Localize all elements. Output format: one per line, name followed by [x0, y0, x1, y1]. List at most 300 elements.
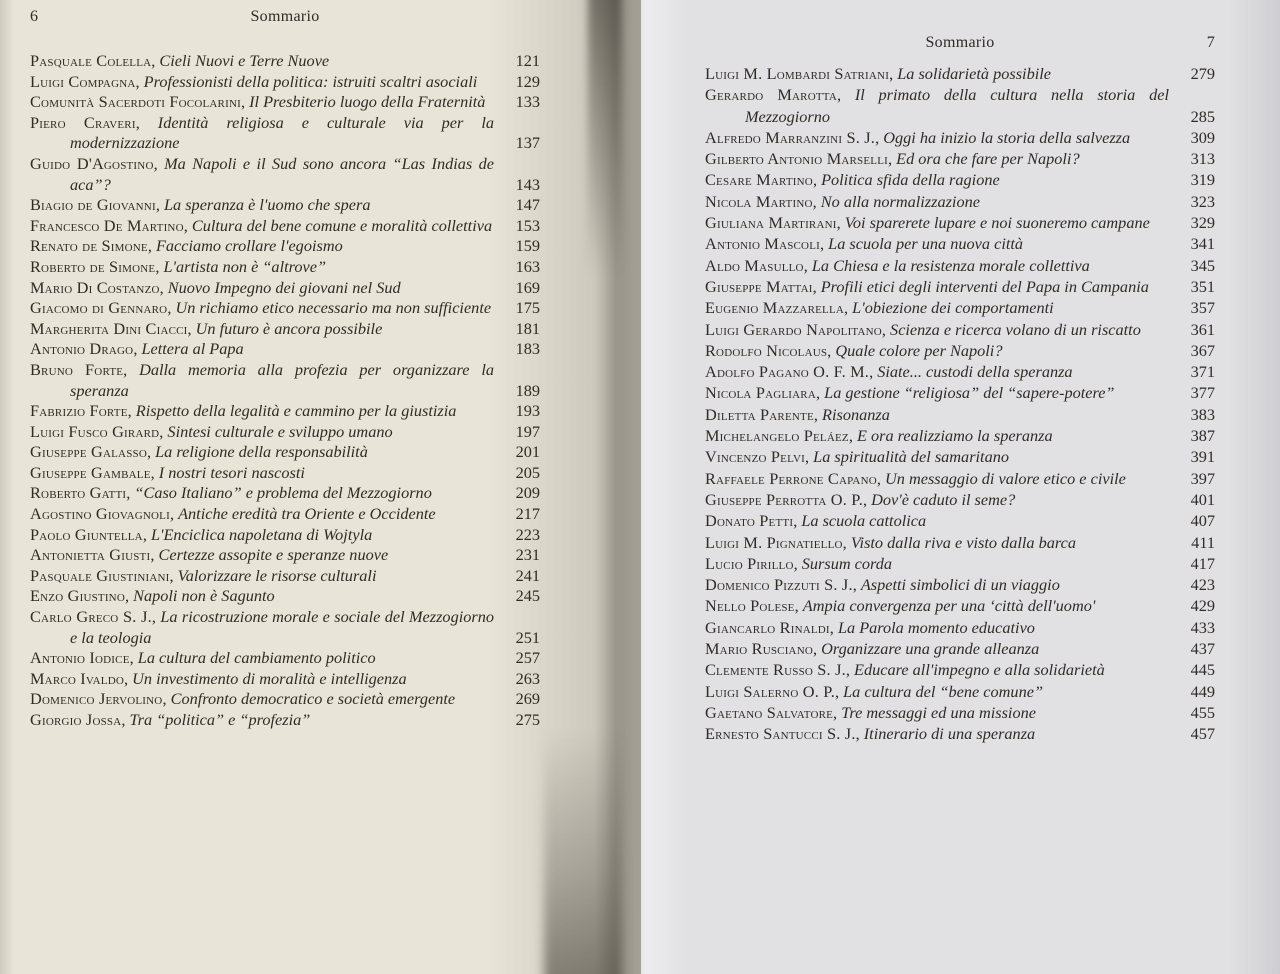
entry-separator: ,	[155, 256, 164, 276]
entry-separator: ,	[121, 710, 130, 729]
entry-author: Nello Polese	[705, 596, 795, 616]
entry-author: Raffaele Perrone Capano	[705, 468, 877, 488]
entry-title: Dov'è caduto il seme?	[871, 489, 1016, 509]
entry-separator: ,	[834, 681, 844, 701]
entry-title: Il primato della cultura nella storia del Mezzogiorno	[745, 85, 1169, 126]
entry-separator: ,	[844, 298, 853, 318]
entry-page-number: 169	[515, 277, 540, 297]
entry-author: Paolo Giuntella	[30, 524, 143, 544]
entry-page-number: 391	[1190, 447, 1215, 467]
entry-author: Luigi Gerardo Napolitano	[705, 319, 882, 339]
toc-entry	[30, 401, 540, 422]
entry-page-number: 279	[1190, 64, 1215, 83]
entry-title: La cultura del cambiamento politico	[137, 648, 376, 668]
entry-author: Giuseppe Galasso	[30, 442, 147, 462]
entry-title: L'artista non è “altrove”	[163, 256, 326, 276]
entry-page-number: 387	[1190, 426, 1215, 446]
entry-author: Gerardo Marotta	[705, 85, 837, 105]
entry-title: L'obiezione dei comportamenti	[852, 298, 1054, 318]
entry-page-number: 241	[515, 565, 540, 585]
toc-entry	[705, 127, 1215, 148]
toc-entry	[705, 638, 1215, 659]
toc-entry	[30, 360, 540, 401]
entry-author: Vincenzo Pelvi	[705, 447, 805, 467]
entry-separator: ,	[829, 617, 838, 637]
entry-title: La cultura del “bene comune”	[843, 681, 1043, 701]
entry-page-number: 201	[515, 442, 540, 462]
left-page-header	[30, 8, 540, 26]
entry-author: Nicola Martino	[705, 191, 813, 211]
entry-page-number: 341	[1190, 234, 1215, 254]
entry-author: Pasquale Giustiniani	[30, 565, 170, 585]
entry-page-number: 319	[1190, 170, 1215, 190]
entry-author: Aldo Masullo	[705, 255, 804, 275]
entry-title: La scuola cattolica	[801, 511, 927, 531]
entry-separator: ,	[793, 553, 802, 573]
entry-separator: ,	[159, 277, 168, 297]
entry-title: Ma Napoli e il Sud sono ancora “Las Indias de aca”?	[70, 153, 495, 194]
entry-page-number: 257	[515, 648, 540, 668]
toc-entry	[705, 84, 1215, 127]
toc-entry	[705, 212, 1215, 233]
entry-title: Un richiamo etico necessario ma non sufficiente	[175, 298, 492, 318]
entry-author: Piero Craveri	[30, 112, 136, 132]
toc-entry	[30, 422, 540, 443]
entry-separator: ,	[812, 170, 822, 190]
entry-title: Antiche eredità tra Oriente e Occidente	[178, 504, 436, 524]
entry-page-number: 371	[1190, 362, 1215, 382]
entry-title: Il Presbiterio luogo della Fraternità	[249, 92, 486, 112]
entry-author: Gaetano Salvatore	[705, 702, 834, 722]
toc-entry	[30, 339, 540, 360]
right-page-header	[705, 34, 1215, 52]
entry-author: Giuseppe Mattai	[705, 276, 813, 296]
entry-page-number: 159	[515, 236, 540, 256]
entry-separator: ,	[135, 112, 158, 132]
entry-page-number: 309	[1190, 127, 1215, 147]
entry-author: Giuliana Martirani	[705, 213, 837, 233]
toc-entry	[30, 669, 540, 690]
entry-page-number: 455	[1190, 702, 1215, 722]
entry-separator: ,	[888, 149, 897, 169]
entry-title: Visto dalla riva e visto dalla barca	[850, 532, 1077, 552]
entry-page-number: 417	[1190, 553, 1215, 573]
entry-page-number: 193	[515, 401, 540, 421]
entry-separator: ,	[124, 668, 133, 688]
toc-entry	[30, 236, 540, 257]
entry-author: Luigi Compagna	[30, 71, 136, 91]
entry-author: Giorgio Jossa	[30, 710, 122, 729]
toc-entry	[30, 298, 540, 319]
entry-page-number: 209	[515, 483, 540, 503]
entry-page-number: 449	[1190, 681, 1215, 701]
entry-author: Luigi M. Pignatiello	[705, 532, 843, 552]
entry-page-number: 285	[1190, 106, 1215, 126]
entry-title: La Chiesa e la resistenza morale collettiva	[811, 255, 1090, 275]
entry-separator: ,	[836, 85, 855, 105]
entry-separator: ,	[845, 660, 855, 680]
toc-entry	[30, 525, 540, 546]
left-running-title: Sommario	[250, 8, 320, 25]
toc-entry	[705, 255, 1215, 276]
toc-entry	[30, 113, 540, 154]
entry-title: Un messaggio di valore etico e civile	[885, 468, 1126, 488]
entry-separator: ,	[794, 596, 803, 616]
right-toc-list	[705, 63, 1215, 745]
entry-page-number: 153	[515, 215, 540, 235]
toc-entry	[705, 510, 1215, 531]
entry-page-number: 377	[1190, 383, 1215, 403]
toc-entry	[705, 404, 1215, 425]
entry-separator: ,	[135, 71, 144, 91]
toc-entry	[30, 648, 540, 669]
entry-page-number: 397	[1190, 468, 1215, 488]
entry-author: Nicola Pagliara	[705, 383, 816, 403]
entry-page-number: 361	[1190, 319, 1215, 339]
entry-author: Roberto de Simone	[30, 256, 156, 276]
toc-entry	[705, 148, 1215, 169]
entry-author: Mario Rusciano	[705, 639, 813, 659]
entry-title: Voi sparerete lupare e noi suoneremo campane	[844, 213, 1150, 233]
entry-separator: ,	[820, 234, 829, 254]
entry-page-number: 121	[515, 51, 540, 70]
entry-page-number: 445	[1190, 660, 1215, 680]
right-page-number: 7	[1206, 34, 1215, 51]
entry-separator: ,	[836, 213, 845, 233]
left-toc-list	[30, 51, 540, 731]
entry-separator: ,	[167, 298, 176, 318]
entry-title: Scienza e ricerca volano di un riscatto	[890, 319, 1141, 339]
entry-page-number: 429	[1190, 596, 1215, 616]
entry-separator: ,	[147, 236, 156, 256]
toc-entry	[30, 278, 540, 299]
toc-entry	[705, 297, 1215, 318]
right-page-content	[705, 34, 1215, 745]
toc-entry	[705, 233, 1215, 254]
entry-separator: ,	[146, 442, 156, 462]
toc-entry	[705, 553, 1215, 574]
entry-separator: ,	[876, 468, 886, 488]
entry-author: Antonio Iodice	[30, 648, 130, 668]
entry-separator: ,	[813, 404, 823, 424]
entry-title: Professionisti della politica: istruiti scaltri asociali	[143, 71, 478, 91]
entry-title: I nostri tesori nascosti	[158, 462, 305, 482]
entry-page-number: 223	[515, 524, 540, 544]
entry-separator: ,	[240, 92, 250, 112]
entry-title: Valorizzare le risorse culturali	[177, 565, 377, 585]
entry-separator: ,	[123, 359, 140, 379]
entry-page-number: 143	[515, 174, 540, 194]
entry-separator: ,	[812, 191, 821, 211]
toc-entry	[705, 595, 1215, 616]
toc-entry	[705, 63, 1215, 84]
entry-page-number: 181	[515, 318, 540, 338]
entry-separator: ,	[150, 462, 159, 482]
entry-page-number: 175	[515, 298, 540, 318]
entry-author: Enzo Giustino	[30, 586, 125, 606]
toc-entry	[30, 154, 540, 195]
entry-author: Fabrizio Forte	[30, 401, 128, 421]
toc-entry	[30, 586, 540, 607]
toc-entry	[705, 425, 1215, 446]
entry-separator: ,	[875, 127, 884, 147]
entry-page-number: 407	[1190, 511, 1215, 531]
entry-page-number: 189	[515, 380, 540, 400]
toc-entry	[30, 689, 540, 710]
entry-separator: ,	[833, 702, 842, 722]
entry-separator: ,	[816, 383, 825, 403]
entry-separator: ,	[827, 340, 836, 360]
entry-author: Clemente Russo S. J.	[705, 660, 846, 680]
entry-page-number: 357	[1190, 298, 1215, 318]
entry-author: Agostino Giovagnoli	[30, 504, 170, 524]
entry-title: Aspetti simbolici di un viaggio	[860, 575, 1060, 595]
toc-entry	[705, 446, 1215, 467]
toc-entry	[705, 681, 1215, 702]
entry-title: Siate... custodi della speranza	[877, 362, 1073, 382]
entry-separator: ,	[803, 255, 812, 275]
entry-separator: ,	[855, 724, 864, 744]
entry-page-number: 411	[1191, 532, 1215, 552]
entry-title: Ampia convergenza per una ‘città dell'uomo'	[802, 596, 1096, 616]
toc-entry	[30, 442, 540, 463]
toc-entry	[705, 340, 1215, 361]
entry-title: E ora realizziamo la speranza	[856, 426, 1053, 446]
entry-author: Luigi Salerno O. P.	[705, 681, 835, 701]
entry-separator: ,	[813, 639, 822, 659]
left-page-number: 6	[30, 8, 39, 25]
entry-title: Educare all'impegno e alla solidarietà	[854, 660, 1105, 680]
entry-separator: ,	[187, 318, 196, 338]
entry-page-number: 313	[1190, 149, 1215, 169]
entry-separator: ,	[124, 586, 134, 606]
entry-title: Oggi ha inizio la storia della salvezza	[883, 127, 1131, 147]
entry-author: Luigi M. Lombardi Satriani	[705, 64, 890, 83]
entry-title: Profili etici degli interventi del Papa in Campania	[820, 276, 1149, 296]
entry-separator: ,	[869, 362, 878, 382]
entry-separator: ,	[133, 339, 142, 359]
entry-title: Rispetto della legalità e cammino per la giustizia	[135, 401, 457, 421]
entry-author: Biagio de Giovanni	[30, 195, 156, 215]
entry-page-number: 383	[1190, 404, 1215, 424]
entry-author: Antonio Drago	[30, 339, 134, 359]
toc-entry	[30, 607, 540, 648]
entry-title: Organizzare una grande alleanza	[821, 639, 1040, 659]
entry-title: Dalla memoria alla profezia per organizzare la speranza	[70, 359, 494, 400]
entry-title: Politica sfida della ragione	[821, 170, 1000, 190]
toc-entry	[30, 463, 540, 484]
entry-page-number: 163	[515, 256, 540, 276]
entry-separator: ,	[151, 51, 160, 70]
entry-page-number: 147	[515, 195, 540, 215]
entry-author: Bruno Forte	[30, 359, 124, 379]
toc-entry	[30, 257, 540, 278]
entry-author: Lucio Pirillo	[705, 553, 794, 573]
entry-separator: ,	[159, 421, 168, 441]
toc-entry	[30, 51, 540, 72]
entry-author: Margherita Dini Ciacci	[30, 318, 188, 338]
entry-author: Renato de Simone	[30, 236, 148, 256]
toc-entry	[705, 468, 1215, 489]
entry-page-number: 351	[1190, 276, 1215, 296]
entry-author: Ernesto Santucci S. J.	[705, 724, 856, 744]
toc-entry	[30, 710, 540, 731]
entry-author: Pasquale Colella	[30, 51, 152, 70]
entry-title: La speranza è l'uomo che spera	[163, 195, 371, 215]
entry-author: Domenico Jervolino	[30, 689, 163, 709]
entry-page-number: 133	[515, 92, 540, 112]
entry-page-number: 205	[515, 462, 540, 482]
toc-entry	[705, 723, 1215, 744]
entry-title: La gestione “religiosa” del “sapere-potere”	[824, 383, 1115, 403]
entry-title: Lettera al Papa	[141, 339, 244, 359]
entry-title: La solidarietà possibile	[897, 64, 1051, 83]
entry-author: Roberto Gatti	[30, 483, 127, 503]
entry-page-number: 245	[515, 586, 540, 606]
entry-title: Un futuro è ancora possibile	[195, 318, 383, 338]
toc-entry	[705, 659, 1215, 680]
entry-page-number: 251	[515, 627, 540, 647]
entry-author: Eugenio Mazzarella	[705, 298, 845, 318]
toc-entry	[705, 191, 1215, 212]
entry-author: Guido D'Agostino	[30, 153, 154, 173]
toc-entry	[705, 617, 1215, 638]
entry-separator: ,	[169, 565, 178, 585]
entry-separator: ,	[863, 489, 872, 509]
entry-page-number: 433	[1190, 617, 1215, 637]
entry-separator: ,	[162, 689, 171, 709]
entry-title: Facciamo crollare l'egoismo	[155, 236, 343, 256]
entry-title: La spiritualità del samaritano	[813, 447, 1009, 467]
toc-entry	[30, 319, 540, 340]
toc-entry	[705, 361, 1215, 382]
toc-entry	[30, 92, 540, 113]
toc-entry	[30, 545, 540, 566]
entry-separator: ,	[881, 319, 891, 339]
entry-author: Gilberto Antonio Marselli	[705, 149, 888, 169]
entry-separator: ,	[793, 511, 802, 531]
entry-title: Cieli Nuovi e Terre Nuove	[159, 51, 330, 70]
entry-separator: ,	[852, 575, 861, 595]
toc-entry	[30, 504, 540, 525]
entry-title: L'Enciclica napoletana di Wojtyla	[150, 524, 373, 544]
entry-page-number: 217	[515, 504, 540, 524]
entry-separator: ,	[183, 215, 192, 235]
entry-author: Domenico Pizzuti S. J.	[705, 575, 853, 595]
entry-title: Identità religiosa e culturale via per la modernizzazione	[70, 112, 495, 153]
entry-page-number: 275	[515, 710, 540, 729]
entry-author: Marco Ivaldo	[30, 668, 125, 688]
entry-title: Tra “politica” e “profezia”	[129, 710, 311, 729]
entry-page-number: 129	[515, 71, 540, 91]
toc-entry	[705, 276, 1215, 297]
left-page-content	[30, 8, 540, 731]
entry-separator: ,	[805, 447, 814, 467]
toc-entry	[30, 566, 540, 587]
toc-entry	[705, 702, 1215, 723]
toc-entry	[705, 489, 1215, 510]
entry-page-number: 231	[515, 545, 540, 565]
entry-page-number: 329	[1190, 213, 1215, 233]
entry-title: Un investimento di moralità e intelligenza	[132, 668, 407, 688]
entry-author: Giuseppe Perrotta O. P.	[705, 489, 864, 509]
right-running-title: Sommario	[925, 34, 995, 51]
entry-separator: ,	[153, 153, 165, 173]
entry-title: Confronto democratico e società emergente	[170, 689, 456, 709]
entry-author: Donato Petti	[705, 511, 794, 531]
entry-author: Antonio Mascoli	[705, 234, 820, 254]
entry-separator: ,	[129, 648, 138, 668]
entry-title: No alla normalizzazione	[820, 191, 980, 211]
entry-author: Adolfo Pagano O. F. M.	[705, 362, 870, 382]
entry-title: Sursum corda	[801, 553, 893, 573]
entry-author: Rodolfo Nicolaus	[705, 340, 828, 360]
entry-page-number: 197	[515, 421, 540, 441]
entry-author: Cesare Martino	[705, 170, 813, 190]
entry-author: Comunità Sacerdoti Focolarini	[30, 92, 241, 112]
entry-title: Tre messaggi ed una missione	[841, 702, 1036, 722]
toc-entry	[705, 382, 1215, 403]
entry-author: Mario Di Costanzo	[30, 277, 160, 297]
entry-page-number: 183	[515, 339, 540, 359]
toc-entry	[705, 574, 1215, 595]
entry-separator: ,	[812, 276, 821, 296]
entry-author: Carlo Greco S. J.	[30, 607, 152, 627]
toc-entry	[30, 72, 540, 93]
entry-title: “Caso Italiano” e problema del Mezzogiorno	[134, 483, 432, 503]
entry-title: Certezze assopite e speranze nuove	[158, 545, 389, 565]
toc-entry	[705, 319, 1215, 340]
entry-page-number: 345	[1190, 255, 1215, 275]
entry-separator: ,	[126, 483, 135, 503]
entry-separator: ,	[150, 545, 159, 565]
entry-title: Sintesi culturale e sviluppo umano	[167, 421, 393, 441]
entry-title: Nuovo Impegno dei giovani nel Sud	[167, 277, 401, 297]
entry-author: Giuseppe Gambale	[30, 462, 151, 482]
entry-page-number: 423	[1190, 575, 1215, 595]
entry-separator: ,	[169, 504, 179, 524]
entry-author: Francesco De Martino	[30, 215, 184, 235]
entry-separator: ,	[151, 607, 161, 627]
entry-page-number: 457	[1190, 724, 1215, 744]
entry-title: Itinerario di una speranza	[863, 724, 1036, 744]
toc-entry	[705, 169, 1215, 190]
entry-page-number: 401	[1190, 489, 1215, 509]
entry-page-number: 437	[1190, 639, 1215, 659]
entry-page-number: 323	[1190, 191, 1215, 211]
toc-entry	[30, 195, 540, 216]
entry-page-number: 367	[1190, 340, 1215, 360]
entry-author: Diletta Parente	[705, 404, 814, 424]
entry-author: Antonietta Giusti	[30, 545, 151, 565]
entry-page-number: 263	[515, 668, 540, 688]
entry-separator: ,	[889, 64, 898, 83]
entry-author: Giancarlo Rinaldi	[705, 617, 830, 637]
toc-entry	[705, 532, 1215, 553]
entry-title: Cultura del bene comune e moralità collettiva	[191, 215, 493, 235]
entry-author: Michelangelo Peláez	[705, 426, 849, 446]
entry-separator: ,	[842, 532, 851, 552]
entry-separator: ,	[155, 195, 164, 215]
entry-title: Quale colore per Napoli?	[835, 340, 1003, 360]
entry-author: Giacomo di Gennaro	[30, 298, 168, 318]
toc-entry	[30, 216, 540, 237]
entry-separator: ,	[127, 401, 136, 421]
entry-author: Luigi Fusco Girard	[30, 421, 160, 441]
entry-author: Alfredo Marranzini S. J.	[705, 127, 876, 147]
entry-title: Ed ora che fare per Napoli?	[896, 149, 1080, 169]
entry-separator: ,	[848, 426, 857, 446]
